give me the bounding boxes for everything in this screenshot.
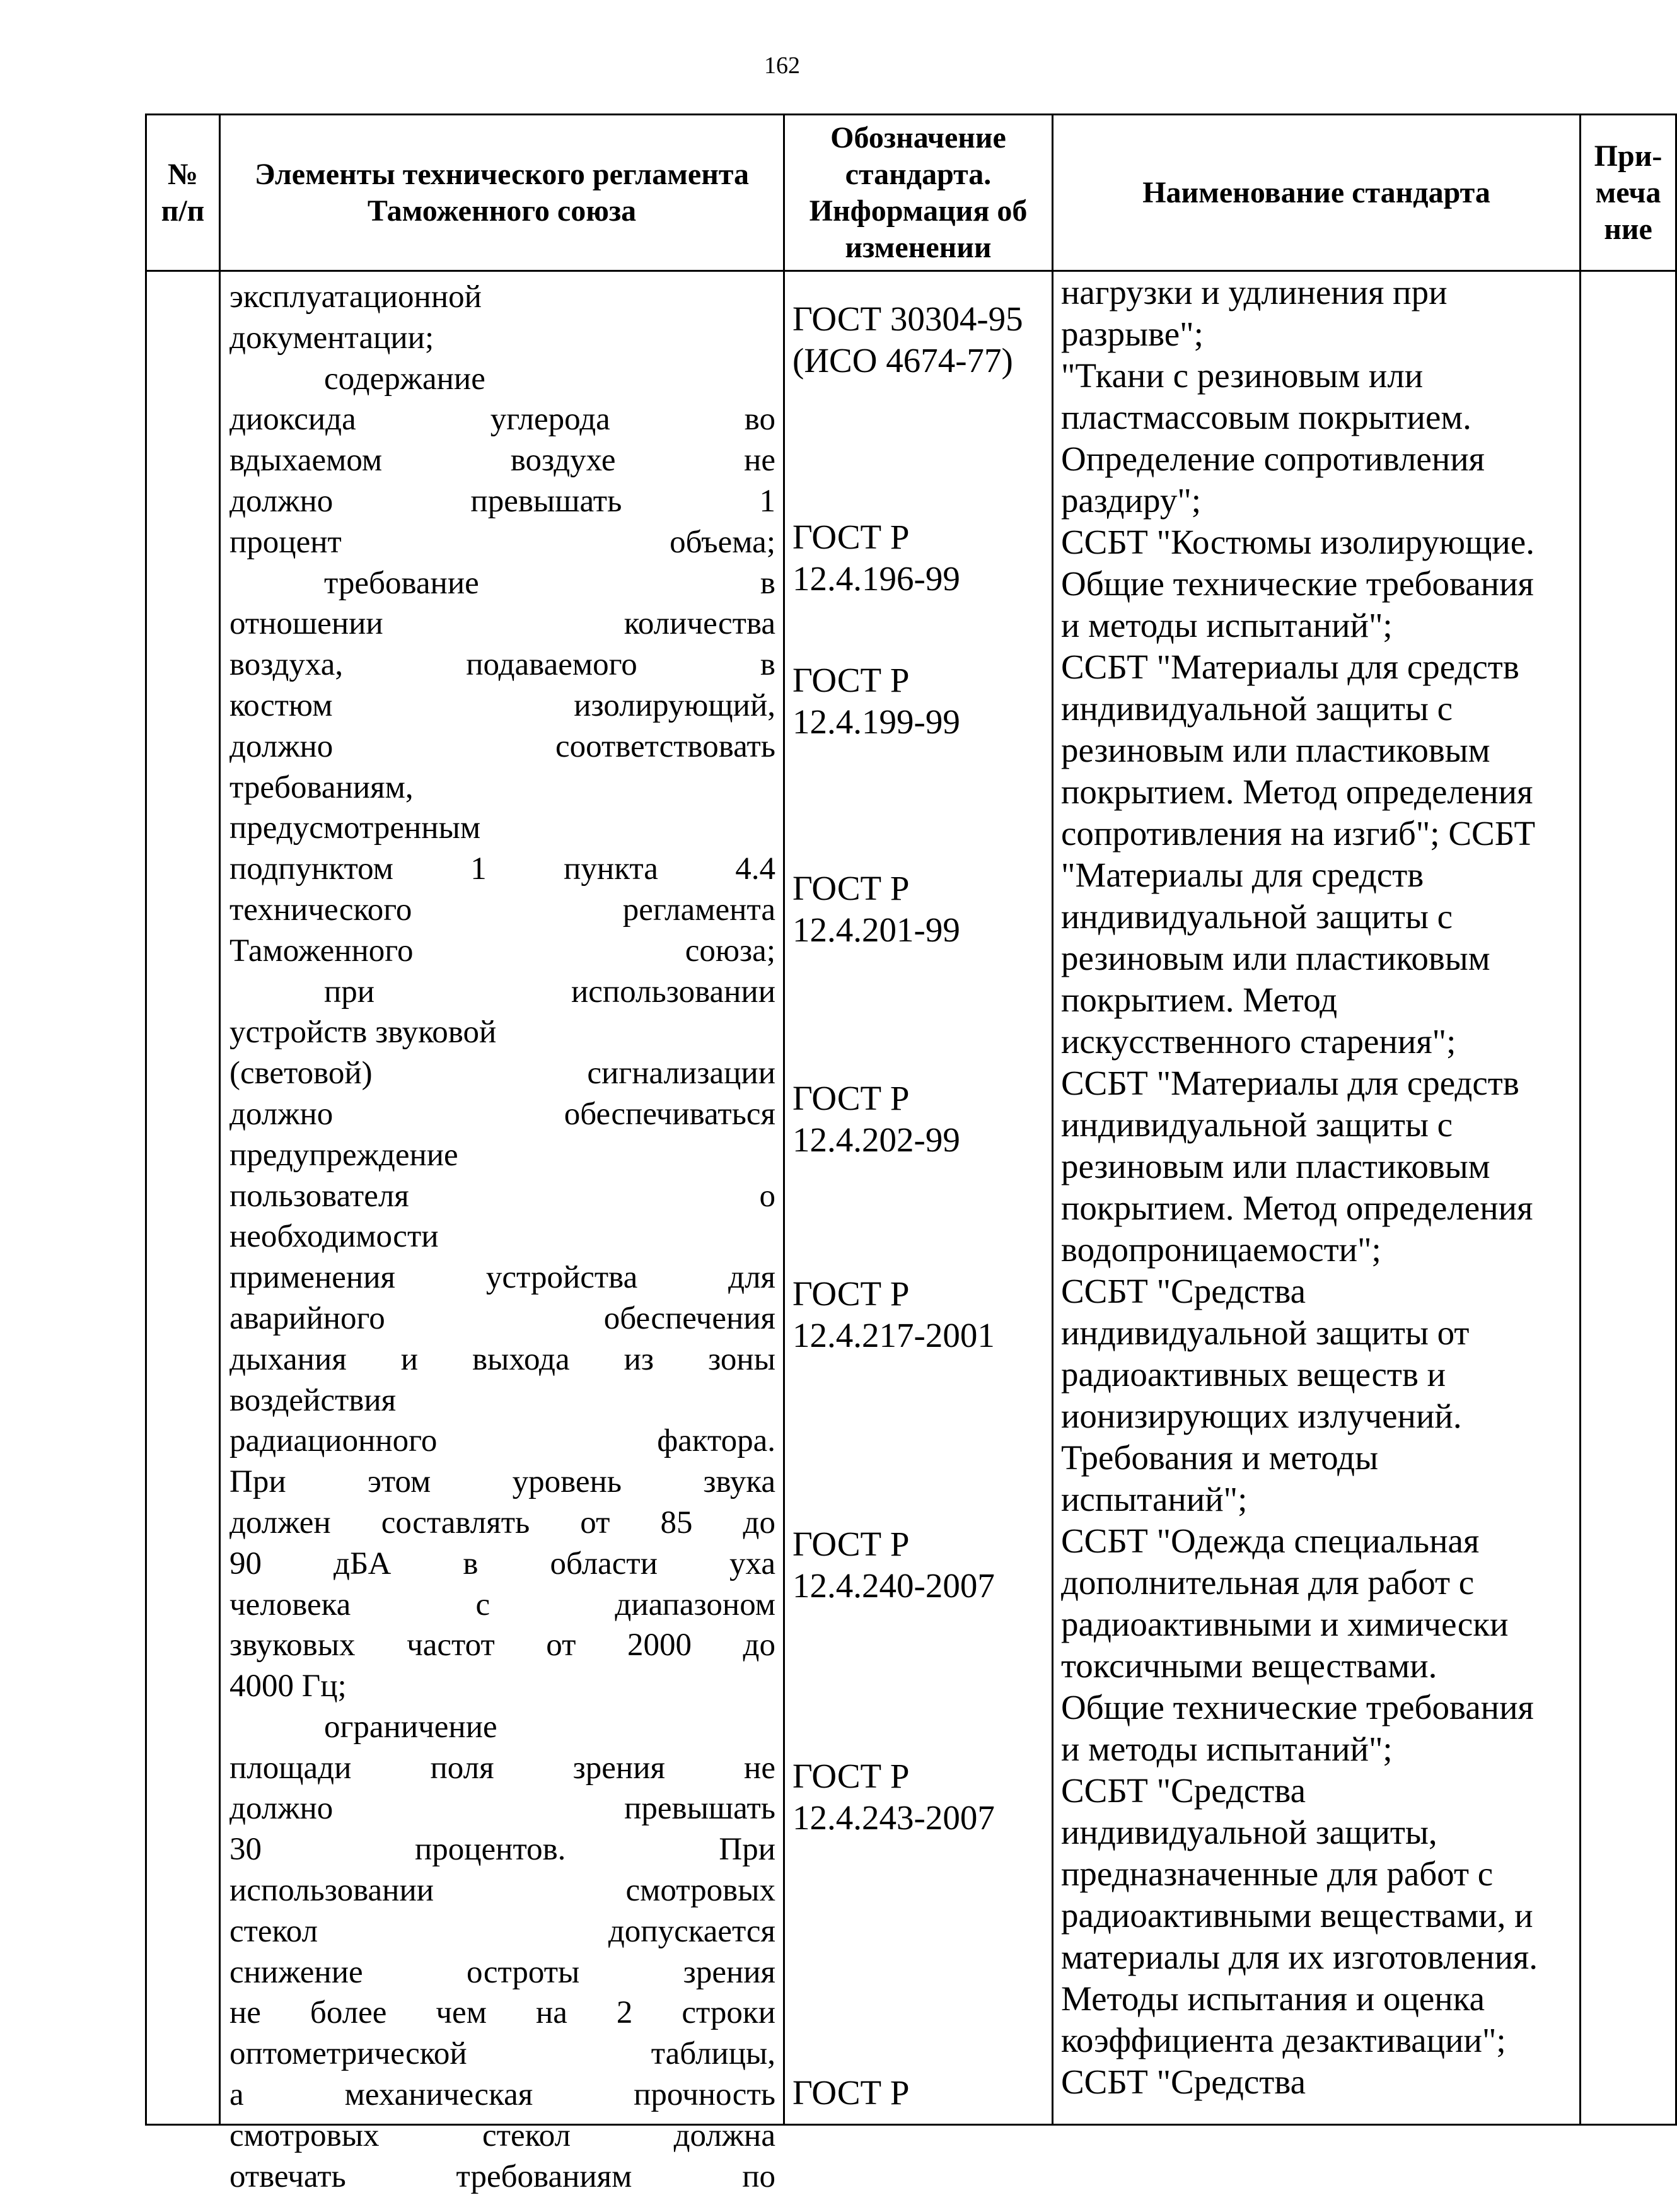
- name-line: радиоактивными веществами, и: [1061, 1896, 1533, 1935]
- elements-line: ограничение: [324, 1709, 497, 1745]
- elements-line: человека с диапазоном: [229, 1586, 775, 1622]
- cell-num: [146, 271, 220, 2125]
- name-line: пластмассовым покрытием.: [1061, 398, 1471, 436]
- elements-line: процент объема;: [229, 524, 775, 560]
- name-line: ССБТ "Средства: [1061, 2063, 1306, 2101]
- name-line: индивидуальной защиты,: [1061, 1813, 1437, 1851]
- designation-line: ГОСТ Р: [792, 518, 910, 556]
- elements-line: При этом уровень звука: [229, 1464, 775, 1500]
- designation-entry: [792, 516, 1049, 600]
- elements-line: предупреждение: [229, 1137, 458, 1173]
- name-line: разрыве";: [1061, 315, 1204, 353]
- cell-designations: [784, 271, 1053, 2125]
- header-designation: Обозначение стандарта. Информация об изменении: [784, 115, 1053, 271]
- elements-line: устройств звуковой: [229, 1015, 497, 1051]
- designation-line: ГОСТ Р: [792, 661, 910, 699]
- name-line: испытаний";: [1061, 1480, 1248, 1518]
- designation-line: (ИСО 4674-77): [792, 341, 1013, 380]
- header-elements: Элементы технического регламента Таможенного союза: [220, 115, 784, 271]
- elements-line: использовании смотровых: [229, 1873, 775, 1909]
- elements-line: требованиям,: [229, 769, 414, 805]
- elements-line: 4000 Гц;: [229, 1668, 347, 1704]
- designation-line: 12.4.196-99: [792, 559, 960, 598]
- designation-line: ГОСТ Р: [792, 2073, 910, 2112]
- designation-line: ГОСТ 30304-95: [792, 300, 1023, 338]
- designation-entry: [792, 1273, 1049, 1356]
- elements-line: аварийного обеспечения: [229, 1300, 775, 1336]
- designation-entry: [792, 660, 1049, 743]
- elements-line: подпунктом 1 пункта 4.4: [229, 851, 775, 887]
- name-line: покрытием. Метод определения: [1061, 1189, 1533, 1227]
- elements-line: необходимости: [229, 1219, 439, 1255]
- elements-line: стекол допускается: [229, 1913, 775, 1949]
- elements-line: требование в: [324, 565, 775, 601]
- elements-line: звуковых частот от 2000 до: [229, 1627, 775, 1663]
- name-line: искусственного старения";: [1061, 1022, 1456, 1061]
- name-line: Требования и методы: [1061, 1438, 1379, 1477]
- name-line: Методы испытания и оценка: [1061, 1979, 1485, 2018]
- elements-line: костюм изолирующий,: [229, 687, 775, 723]
- elements-line: воздействия: [229, 1382, 397, 1418]
- designation-line: 12.4.217-2001: [792, 1316, 995, 1354]
- elements-line: должно превышать 1: [229, 483, 775, 519]
- designation-line: 12.4.201-99: [792, 911, 960, 949]
- designation-entry: [792, 1078, 1049, 1161]
- name-line: ионизирующих излучений.: [1061, 1397, 1462, 1435]
- header-note: При-меча ние: [1581, 115, 1676, 271]
- names-text: [1061, 272, 1575, 2103]
- designation-line: ГОСТ Р: [792, 1525, 910, 1563]
- elements-line: эксплуатационной: [229, 279, 482, 315]
- elements-line: содержание: [324, 361, 485, 397]
- name-line: ССБТ "Материалы для средств: [1061, 648, 1519, 686]
- name-line: и методы испытаний";: [1061, 1730, 1393, 1768]
- name-line: резиновым или пластиковым: [1061, 731, 1490, 769]
- cell-names: [1053, 271, 1581, 2125]
- elements-line: должно превышать: [229, 1791, 775, 1827]
- elements-line: пользователя о: [229, 1178, 775, 1214]
- name-line: водопроницаемости";: [1061, 1230, 1381, 1269]
- name-line: ССБТ "Средства: [1061, 1272, 1306, 1310]
- name-line: дополнительная для работ с: [1061, 1563, 1475, 1602]
- elements-line: снижение остроты зрения: [229, 1954, 775, 1990]
- name-line: токсичными веществами.: [1061, 1646, 1437, 1685]
- designation-entry: [792, 2072, 1049, 2114]
- name-line: ССБТ "Костюмы изолирующие.: [1061, 523, 1535, 561]
- elements-line: оптометрической таблицы,: [229, 2036, 775, 2072]
- elements-line: предусмотренным: [229, 810, 481, 846]
- name-line: покрытием. Метод: [1061, 981, 1338, 1019]
- name-line: радиоактивными и химически: [1061, 1605, 1509, 1643]
- name-line: нагрузки и удлинения при: [1061, 273, 1448, 311]
- designations-column: [785, 272, 1052, 2124]
- designation-entry: [792, 1523, 1049, 1607]
- elements-line: отвечать требованиям по: [229, 2158, 775, 2194]
- name-line: ССБТ "Одежда специальная: [1061, 1522, 1480, 1560]
- elements-line: площади поля зрения не: [229, 1750, 775, 1786]
- elements-line: смотровых стекол должна: [229, 2117, 775, 2153]
- cell-elements: [220, 271, 784, 2194]
- elements-line: должно обеспечиваться: [229, 1096, 775, 1132]
- elements-text: [229, 277, 775, 2197]
- elements-line: дыхания и выхода из зоны: [229, 1341, 775, 1377]
- designation-entry: [792, 1755, 1049, 1839]
- name-line: индивидуальной защиты с: [1061, 1105, 1453, 1144]
- name-line: коэффициента дезактивации";: [1061, 2021, 1506, 2059]
- elements-line: отношении количества: [229, 606, 775, 642]
- designation-line: ГОСТ Р: [792, 1757, 910, 1795]
- name-line: покрытием. Метод определения: [1061, 772, 1533, 811]
- elements-line: применения устройства для: [229, 1260, 775, 1296]
- elements-line: не более чем на 2 строки: [229, 1995, 775, 2031]
- elements-line: воздуха, подаваемого в: [229, 647, 775, 683]
- name-line: "Ткани с резиновым или: [1061, 356, 1424, 395]
- designation-line: 12.4.243-2007: [792, 1798, 995, 1837]
- page-number: 162: [764, 52, 800, 79]
- designation-entry: [792, 298, 1049, 381]
- cell-note: [1581, 271, 1676, 2125]
- designation-line: ГОСТ Р: [792, 1079, 910, 1117]
- elements-line: документации;: [229, 320, 434, 356]
- designation-line: 12.4.240-2007: [792, 1566, 995, 1605]
- name-line: резиновым или пластиковым: [1061, 1147, 1490, 1185]
- elements-line: технического регламента: [229, 892, 775, 928]
- name-line: раздиру";: [1061, 481, 1202, 520]
- name-line: материалы для их изготовления.: [1061, 1938, 1538, 1976]
- name-line: ССБТ "Материалы для средств: [1061, 1064, 1519, 1102]
- name-line: сопротивления на изгиб"; ССБТ: [1061, 814, 1536, 853]
- elements-line: должно соответствовать: [229, 728, 775, 764]
- name-line: резиновым или пластиковым: [1061, 939, 1490, 977]
- elements-line: 90 дБА в области уха: [229, 1545, 775, 1581]
- name-line: Общие технические требования: [1061, 564, 1534, 603]
- elements-line: а механическая прочность: [229, 2077, 775, 2113]
- name-line: предназначенные для работ с: [1061, 1854, 1494, 1893]
- elements-line: (световой) сигнализации: [229, 1056, 775, 1091]
- standards-table: [145, 114, 1677, 2194]
- name-line: ССБТ "Средства: [1061, 1771, 1306, 1810]
- name-line: индивидуальной защиты от: [1061, 1313, 1470, 1352]
- designation-line: 12.4.202-99: [792, 1121, 960, 1159]
- elements-line: радиационного фактора.: [229, 1423, 775, 1459]
- designation-line: 12.4.199-99: [792, 702, 960, 741]
- name-line: индивидуальной защиты с: [1061, 689, 1453, 728]
- designation-line: ГОСТ Р: [792, 869, 910, 907]
- name-line: и методы испытаний";: [1061, 606, 1393, 644]
- elements-line: должен составлять от 85 до: [229, 1505, 775, 1540]
- elements-line: вдыхаемом воздухе не: [229, 443, 775, 479]
- name-line: Определение сопротивления: [1061, 439, 1485, 478]
- elements-line: 30 процентов. При: [229, 1832, 775, 1868]
- table-row: [146, 271, 1676, 2125]
- name-line: Общие технические требования: [1061, 1688, 1534, 1726]
- name-line: радиоактивных веществ и: [1061, 1355, 1446, 1394]
- designation-line: ГОСТ Р: [792, 1274, 910, 1313]
- header-row: [146, 115, 1676, 271]
- header-num: № п/п: [146, 115, 220, 271]
- elements-line: Таможенного союза;: [229, 933, 775, 969]
- name-line: индивидуальной защиты с: [1061, 897, 1453, 936]
- header-name: Наименование стандарта: [1053, 115, 1581, 271]
- name-line: "Материалы для средств: [1061, 856, 1424, 894]
- elements-line: диоксида углерода во: [229, 402, 775, 438]
- elements-line: при использовании: [324, 974, 775, 1010]
- designation-entry: [792, 868, 1049, 951]
